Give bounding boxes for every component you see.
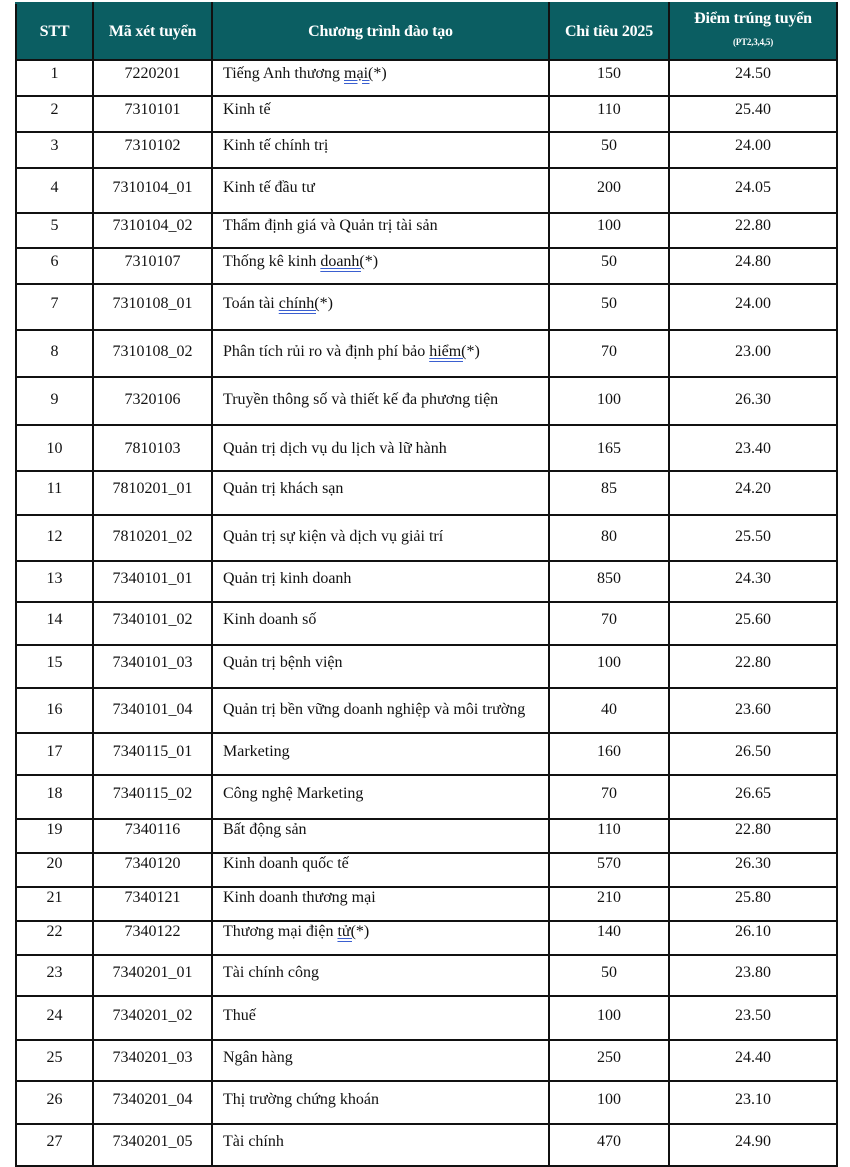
cell-program bbox=[212, 1081, 549, 1124]
cell-admission-code: 7340115_01 bbox=[93, 733, 212, 775]
program-name: Công nghệ Marketing bbox=[223, 785, 364, 802]
cell-cutoff-score: 25.50 bbox=[669, 515, 837, 561]
cell-quota: 80 bbox=[549, 515, 669, 561]
header-cutoff-score-label: Điểm trúng tuyển bbox=[694, 10, 812, 27]
cell-stt: 14 bbox=[16, 602, 93, 645]
cell-program bbox=[212, 248, 549, 284]
cell-quota: 100 bbox=[549, 645, 669, 688]
cell-cutoff-score: 23.10 bbox=[669, 1081, 837, 1124]
program-name: Kinh doanh quốc tế bbox=[223, 855, 349, 872]
cell-admission-code: 7810201_01 bbox=[93, 471, 212, 515]
header-cutoff-score bbox=[669, 3, 837, 60]
cell-stt: 26 bbox=[16, 1081, 93, 1124]
table-row bbox=[16, 819, 837, 853]
cell-stt: 19 bbox=[16, 819, 93, 853]
cell-program bbox=[212, 887, 549, 921]
cell-program bbox=[212, 645, 549, 688]
cell-quota: 200 bbox=[549, 168, 669, 213]
cell-program bbox=[212, 775, 549, 819]
cell-stt: 8 bbox=[16, 330, 93, 377]
cell-quota: 50 bbox=[549, 955, 669, 996]
program-name: Kinh tế chính trị bbox=[223, 137, 329, 154]
program-name: Thị trường chứng khoán bbox=[223, 1091, 379, 1108]
program-name-suffix: *) bbox=[466, 343, 480, 360]
cell-stt: 23 bbox=[16, 955, 93, 996]
cell-stt: 21 bbox=[16, 887, 93, 921]
cell-stt: 13 bbox=[16, 561, 93, 602]
cell-stt: 17 bbox=[16, 733, 93, 775]
program-name: Bất động sản bbox=[223, 821, 307, 838]
cell-program bbox=[212, 96, 549, 132]
cell-cutoff-score: 26.30 bbox=[669, 853, 837, 887]
cell-admission-code: 7340101_04 bbox=[93, 688, 212, 733]
cell-program bbox=[212, 955, 549, 996]
table-row bbox=[16, 1124, 837, 1166]
cell-stt: 6 bbox=[16, 248, 93, 284]
cell-admission-code: 7340115_02 bbox=[93, 775, 212, 819]
program-name: Toán tài bbox=[223, 295, 279, 312]
program-name: Ngân hàng bbox=[223, 1049, 293, 1066]
cell-program bbox=[212, 60, 549, 96]
cell-admission-code: 7340122 bbox=[93, 921, 212, 955]
cell-program bbox=[212, 132, 549, 168]
table-row bbox=[16, 1081, 837, 1124]
table-row bbox=[16, 168, 837, 213]
cell-program bbox=[212, 330, 549, 377]
cell-program bbox=[212, 515, 549, 561]
program-name: Quản trị dịch vụ du lịch và lữ hành bbox=[223, 440, 447, 457]
table-row bbox=[16, 645, 837, 688]
program-name: Kinh doanh số bbox=[223, 611, 317, 628]
cell-stt: 20 bbox=[16, 853, 93, 887]
table-row bbox=[16, 96, 837, 132]
cell-quota: 100 bbox=[549, 213, 669, 248]
cell-cutoff-score: 22.80 bbox=[669, 819, 837, 853]
table-row bbox=[16, 425, 837, 471]
cell-admission-code: 7310108_01 bbox=[93, 284, 212, 330]
cell-admission-code: 7220201 bbox=[93, 60, 212, 96]
cell-cutoff-score: 22.80 bbox=[669, 645, 837, 688]
cell-program bbox=[212, 921, 549, 955]
program-name: Tiếng Anh thương bbox=[223, 65, 345, 82]
cell-admission-code: 7810201_02 bbox=[93, 515, 212, 561]
table-row bbox=[16, 284, 837, 330]
cell-cutoff-score: 24.05 bbox=[669, 168, 837, 213]
cell-program bbox=[212, 853, 549, 887]
cell-program bbox=[212, 213, 549, 248]
cell-cutoff-score: 24.20 bbox=[669, 471, 837, 515]
cell-cutoff-score: 24.80 bbox=[669, 248, 837, 284]
cell-cutoff-score: 23.40 bbox=[669, 425, 837, 471]
program-name: Thương mại điện bbox=[223, 923, 338, 940]
table-row bbox=[16, 602, 837, 645]
cell-program bbox=[212, 688, 549, 733]
program-name: Tài chính bbox=[223, 1133, 284, 1150]
table-body bbox=[16, 60, 837, 1166]
cell-admission-code: 7310108_02 bbox=[93, 330, 212, 377]
cell-cutoff-score: 24.00 bbox=[669, 132, 837, 168]
table-row bbox=[16, 887, 837, 921]
spellcheck-underlined-text: tử( bbox=[337, 923, 356, 940]
program-name: Quản trị kinh doanh bbox=[223, 570, 352, 587]
table-row bbox=[16, 515, 837, 561]
cell-stt: 4 bbox=[16, 168, 93, 213]
cell-admission-code: 7310104_02 bbox=[93, 213, 212, 248]
cell-cutoff-score: 26.50 bbox=[669, 733, 837, 775]
cell-quota: 50 bbox=[549, 132, 669, 168]
header-program: Chương trình đào tạo bbox=[212, 3, 549, 60]
cell-admission-code: 7340101_01 bbox=[93, 561, 212, 602]
cell-admission-code: 7320106 bbox=[93, 377, 212, 425]
program-name: Kinh tế bbox=[223, 101, 271, 118]
cell-quota: 110 bbox=[549, 96, 669, 132]
cell-cutoff-score: 23.50 bbox=[669, 996, 837, 1040]
cell-stt: 27 bbox=[16, 1124, 93, 1166]
cell-program bbox=[212, 561, 549, 602]
cell-quota: 165 bbox=[549, 425, 669, 471]
cell-admission-code: 7340101_02 bbox=[93, 602, 212, 645]
cell-cutoff-score: 26.65 bbox=[669, 775, 837, 819]
cell-admission-code: 7340201_02 bbox=[93, 996, 212, 1040]
table-row bbox=[16, 561, 837, 602]
table-row bbox=[16, 377, 837, 425]
cell-cutoff-score: 23.00 bbox=[669, 330, 837, 377]
admission-scores-table bbox=[15, 2, 838, 1167]
cell-admission-code: 7340121 bbox=[93, 887, 212, 921]
table-row bbox=[16, 248, 837, 284]
cell-stt: 15 bbox=[16, 645, 93, 688]
header-admission-code: Mã xét tuyển bbox=[93, 3, 212, 60]
program-name-suffix: *) bbox=[373, 65, 387, 82]
cell-quota: 140 bbox=[549, 921, 669, 955]
cell-cutoff-score: 25.80 bbox=[669, 887, 837, 921]
cell-quota: 70 bbox=[549, 330, 669, 377]
cell-admission-code: 7340201_03 bbox=[93, 1040, 212, 1081]
cell-stt: 22 bbox=[16, 921, 93, 955]
cell-stt: 3 bbox=[16, 132, 93, 168]
cell-cutoff-score: 26.10 bbox=[669, 921, 837, 955]
cell-quota: 160 bbox=[549, 733, 669, 775]
cell-stt: 25 bbox=[16, 1040, 93, 1081]
spellcheck-underlined-text: mại( bbox=[344, 65, 374, 82]
cell-quota: 570 bbox=[549, 853, 669, 887]
cell-cutoff-score: 24.90 bbox=[669, 1124, 837, 1166]
table-row bbox=[16, 213, 837, 248]
cell-admission-code: 7310104_01 bbox=[93, 168, 212, 213]
cell-stt: 24 bbox=[16, 996, 93, 1040]
cell-cutoff-score: 24.30 bbox=[669, 561, 837, 602]
cell-cutoff-score: 26.30 bbox=[669, 377, 837, 425]
program-name: Quản trị bệnh viện bbox=[223, 654, 343, 671]
header-quota-2025: Chỉ tiêu 2025 bbox=[549, 3, 669, 60]
spellcheck-underlined-text: doanh( bbox=[320, 253, 365, 270]
cell-quota: 70 bbox=[549, 775, 669, 819]
header-stt: STT bbox=[16, 3, 93, 60]
program-name: Quản trị sự kiện và dịch vụ giải trí bbox=[223, 528, 444, 545]
program-name: Quản trị khách sạn bbox=[223, 480, 344, 497]
cell-stt: 11 bbox=[16, 471, 93, 515]
program-name: Kinh tế đầu tư bbox=[223, 179, 315, 196]
cell-program bbox=[212, 733, 549, 775]
cell-quota: 50 bbox=[549, 284, 669, 330]
cell-admission-code: 7340201_05 bbox=[93, 1124, 212, 1166]
cell-cutoff-score: 25.60 bbox=[669, 602, 837, 645]
cell-stt: 1 bbox=[16, 60, 93, 96]
table-row bbox=[16, 921, 837, 955]
cell-program bbox=[212, 377, 549, 425]
program-name: Marketing bbox=[223, 743, 290, 760]
spellcheck-underlined-text: chính( bbox=[278, 295, 320, 312]
cell-program bbox=[212, 1124, 549, 1166]
spellcheck-underlined-text: hiểm( bbox=[429, 343, 467, 360]
cell-program bbox=[212, 425, 549, 471]
table-row bbox=[16, 132, 837, 168]
cell-stt: 10 bbox=[16, 425, 93, 471]
cell-quota: 100 bbox=[549, 377, 669, 425]
table-row bbox=[16, 1040, 837, 1081]
cell-program bbox=[212, 1040, 549, 1081]
cell-quota: 850 bbox=[549, 561, 669, 602]
program-name-suffix: *) bbox=[355, 923, 370, 940]
cell-quota: 100 bbox=[549, 996, 669, 1040]
cell-stt: 18 bbox=[16, 775, 93, 819]
table-row bbox=[16, 471, 837, 515]
cell-program bbox=[212, 284, 549, 330]
cell-cutoff-score: 22.80 bbox=[669, 213, 837, 248]
cell-quota: 250 bbox=[549, 1040, 669, 1081]
program-name: Kinh doanh thương mại bbox=[223, 889, 376, 906]
cell-stt: 12 bbox=[16, 515, 93, 561]
cell-admission-code: 7340201_01 bbox=[93, 955, 212, 996]
program-name: Tài chính công bbox=[223, 964, 319, 981]
cell-program bbox=[212, 471, 549, 515]
cell-program bbox=[212, 819, 549, 853]
cell-program bbox=[212, 996, 549, 1040]
cell-cutoff-score: 24.40 bbox=[669, 1040, 837, 1081]
table-row bbox=[16, 853, 837, 887]
cell-cutoff-score: 25.40 bbox=[669, 96, 837, 132]
cell-admission-code: 7310101 bbox=[93, 96, 212, 132]
cell-stt: 2 bbox=[16, 96, 93, 132]
program-name: Truyền thông số và thiết kế đa phương tiện bbox=[223, 391, 499, 408]
program-name-suffix: *) bbox=[364, 253, 379, 270]
table-row bbox=[16, 733, 837, 775]
cell-cutoff-score: 23.60 bbox=[669, 688, 837, 733]
cell-admission-code: 7340201_04 bbox=[93, 1081, 212, 1124]
cell-program bbox=[212, 602, 549, 645]
cell-quota: 40 bbox=[549, 688, 669, 733]
cell-quota: 85 bbox=[549, 471, 669, 515]
cell-admission-code: 7340120 bbox=[93, 853, 212, 887]
cell-cutoff-score: 23.80 bbox=[669, 955, 837, 996]
program-name: Phân tích rủi ro và định phí bảo bbox=[223, 343, 430, 360]
header-cutoff-score-methods: (PT2,3,4,5) bbox=[732, 37, 774, 47]
program-name: Thẩm định giá và Quản trị tài sản bbox=[223, 217, 438, 234]
cell-quota: 210 bbox=[549, 887, 669, 921]
cell-stt: 5 bbox=[16, 213, 93, 248]
table-row bbox=[16, 688, 837, 733]
cell-admission-code: 7310107 bbox=[93, 248, 212, 284]
program-name: Thống kê kinh bbox=[223, 253, 321, 270]
cell-quota: 50 bbox=[549, 248, 669, 284]
cell-stt: 9 bbox=[16, 377, 93, 425]
cell-admission-code: 7810103 bbox=[93, 425, 212, 471]
cell-quota: 470 bbox=[549, 1124, 669, 1166]
cell-admission-code: 7340116 bbox=[93, 819, 212, 853]
cell-cutoff-score: 24.50 bbox=[669, 60, 837, 96]
cell-quota: 70 bbox=[549, 602, 669, 645]
table-row bbox=[16, 996, 837, 1040]
cell-program bbox=[212, 168, 549, 213]
cell-admission-code: 7310102 bbox=[93, 132, 212, 168]
table-row bbox=[16, 60, 837, 96]
cell-cutoff-score: 24.00 bbox=[669, 284, 837, 330]
cell-admission-code: 7340101_03 bbox=[93, 645, 212, 688]
table-header-row bbox=[16, 3, 837, 60]
table-row bbox=[16, 955, 837, 996]
program-name-suffix: *) bbox=[319, 295, 333, 312]
cell-stt: 16 bbox=[16, 688, 93, 733]
cell-quota: 100 bbox=[549, 1081, 669, 1124]
cell-quota: 110 bbox=[549, 819, 669, 853]
program-name: Thuế bbox=[223, 1007, 256, 1024]
cell-stt: 7 bbox=[16, 284, 93, 330]
table-row bbox=[16, 330, 837, 377]
table-row bbox=[16, 775, 837, 819]
cell-quota: 150 bbox=[549, 60, 669, 96]
program-name: Quản trị bền vững doanh nghiệp và môi trường bbox=[223, 701, 526, 718]
